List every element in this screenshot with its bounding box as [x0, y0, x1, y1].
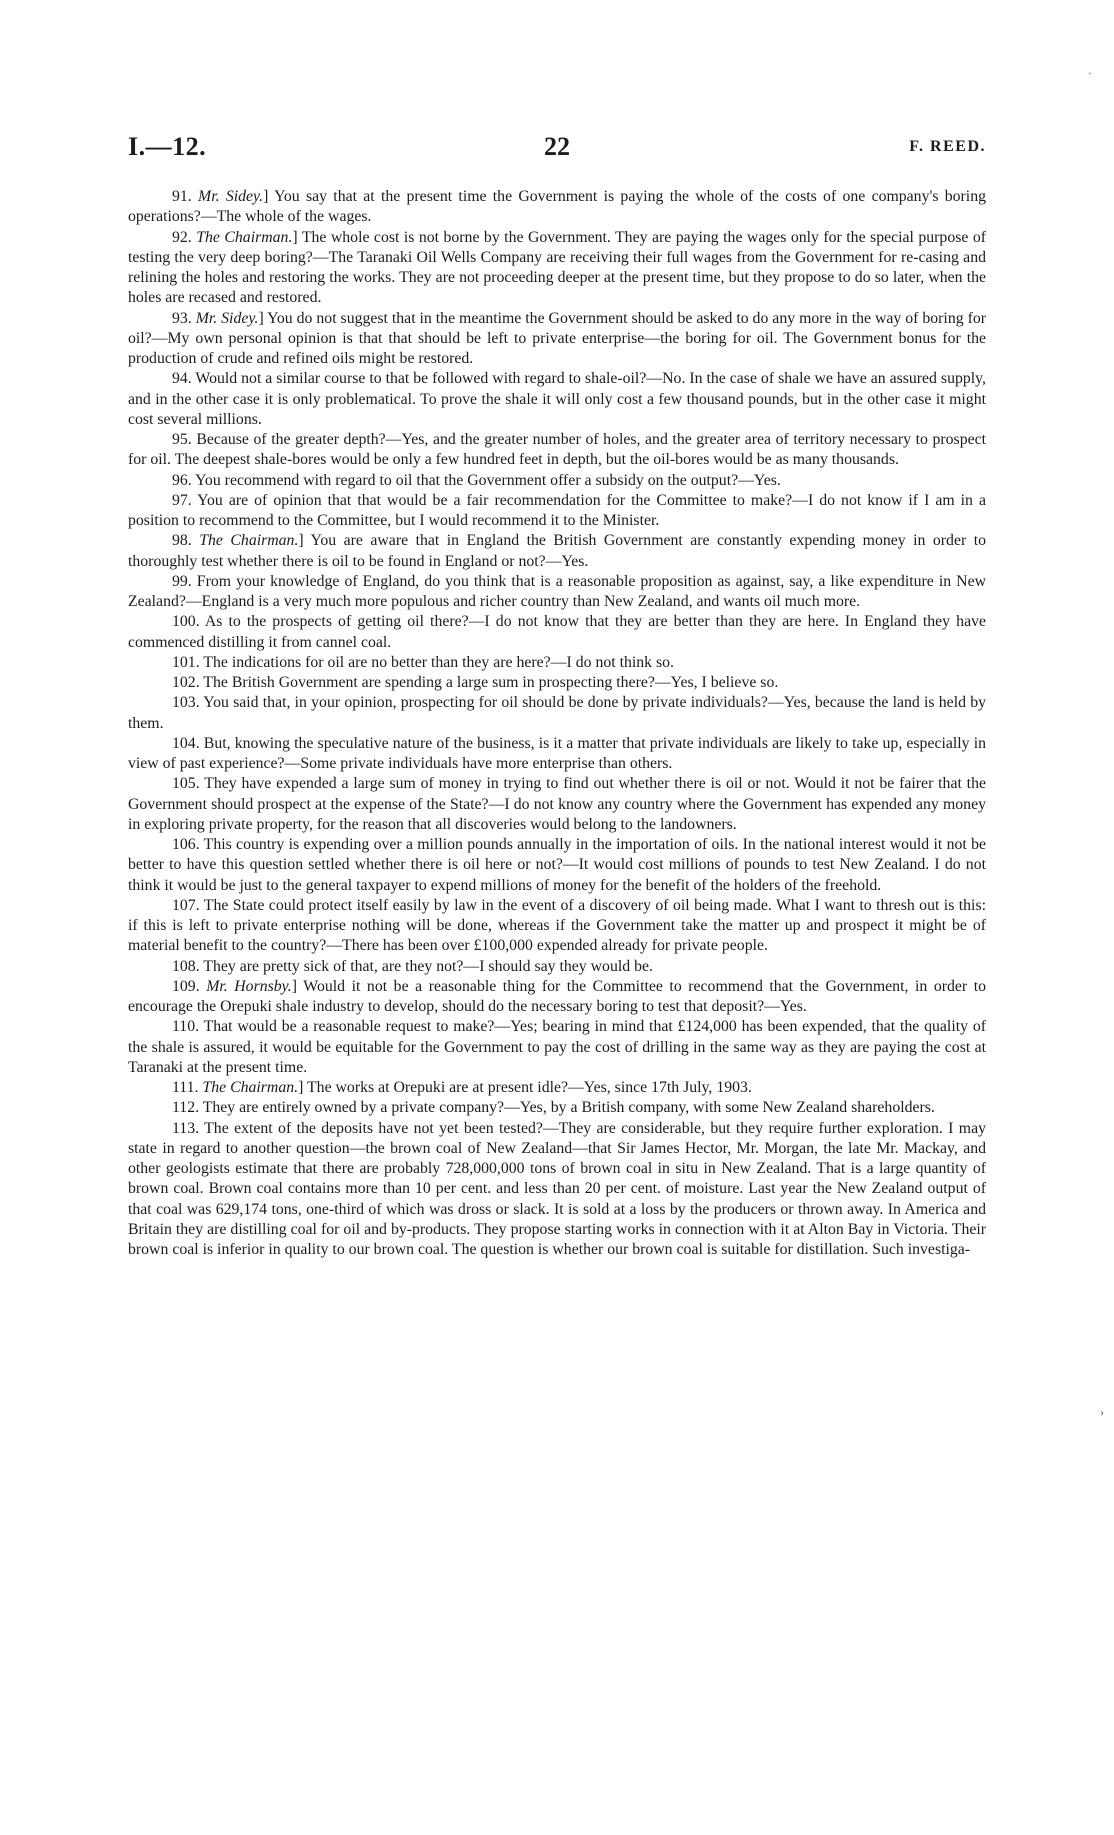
page-number: 22	[544, 132, 570, 161]
speaker-name: Mr. Sidey.	[195, 309, 259, 327]
paragraph-98: 98. The Chairman.] You are aware that in England the British Government are constantly expending money in order to thoroughly test whether there is oil to be found in England or not?—Yes.	[128, 532, 986, 570]
paragraph-96: 96. You recommend with regard to oil that the Government offer a subsidy on the output?—Yes.	[172, 471, 781, 489]
paragraph-113: 113. The extent of the deposits have not yet been tested?—They are considerable, but they require further exploration. I may state in regard to another question—the brown coal of New Zealand—that Sir James Hector, Mr. Morgan, the late Mr. Mackay, and other geologists estimate that there are probably 728,000,000 tons of brown coal in situ in New Zealand. That is a large quantity of brown coal. Brown coal contains more than 10 per cent. and less than 20 per cent. of moisture. Last year the New Zealand output of that coal was 629,174 tons, one-third of which was dross or slack. It is sold at a loss by the producers or thrown away. In America and Britain they are distilling coal for oil and by-products. They propose starting works in connection with it at Alton Bay in Victoria. Their brown coal is inferior in quality to our brown coal. The question is whether our brown coal is suitable for distillation. Such investiga-	[128, 1119, 986, 1258]
speaker-name: Mr. Sidey.	[198, 188, 264, 205]
speaker-name: Mr. Hornsby.	[206, 977, 292, 995]
document-code: I.—12.	[128, 132, 207, 161]
paragraph-111: 111. The Chairman.] The works at Orepuki are at present idle?—Yes, since 17th July, 1903.	[172, 1079, 752, 1096]
speaker-name: The Chairman.	[199, 532, 299, 550]
paragraph-110: 110. That would be a reasonable request to make?—Yes; bearing in mind that £124,000 has been expended, that the quality of the shale is assured, it would be equitable for the Government to pay the cost of drilling in the same way as they are paying the cost at Taranaki at the present time.	[128, 1018, 986, 1076]
paragraph-100: 100. As to the prospects of getting oil there?—I do not know that they are better than they are here. In England they have commenced distilling it from cannel coal.	[128, 613, 986, 651]
paragraph-112: 112. They are entirely owned by a private company?—Yes, by a British company, with some New Zealand shareholders.	[172, 1099, 935, 1117]
witness-name: F. REED.	[909, 138, 986, 155]
paragraph-105: 105. They have expended a large sum of money in trying to find out whether there is oil or not. Would it not be fairer that the Government should prospect at the expense of the State?—I do not know any country where the Government has expended any money in exploring private property, for the reason that all discoveries would belong to the landowners.	[128, 775, 986, 833]
speaker-name: The Chairman.	[196, 228, 293, 246]
paragraph-108: 108. They are pretty sick of that, are they not?—I should say they would be.	[172, 957, 653, 975]
paragraph-106: 106. This country is expending over a million pounds annually in the importation of oils. In the national interest would it not be better to have this question settled whether there is oil here or not?—It would cost millions of pounds to test New Zealand. I do not think it would be just to the general taxpayer to expend millions of money for the benefit of the holders of the freehold.	[128, 836, 986, 894]
paragraph-102: 102. The British Government are spending a large sum in prospecting there?—Yes, I believe so.	[172, 674, 779, 691]
paragraph-95: 95. Because of the greater depth?—Yes, and the greater number of holes, and the greater area of territory necessary to prospect for oil. The deepest shale-bores would be only a few hundred feet in depth, but the oil-bores would be as many thousands.	[128, 431, 986, 469]
paragraph-92: 92. The Chairman.] The whole cost is not borne by the Government. They are paying the wages only for the special purpose of testing the very deep boring?—The Taranaki Oil Wells Company are receiving their full wages from the Government for re-casing and relining the holes and restoring the works. They are not proceeding deeper at the present time, but they propose to do so later, when the holes are recased and restored.	[128, 228, 986, 307]
paragraph-94: 94. Would not a similar course to that be followed with regard to shale-oil?—No. In the case of shale we have an assured supply, and in the other case it is only problematical. To prove the shale it will only cost a few thousand pounds, but in the other case it might cost several millions.	[128, 370, 986, 428]
paragraph-97: 97. You are of opinion that that would be a fair recommendation for the Committee to make?—I do not know if I am in a position to recommend to the Committee, but I would recommend it to the Minister.	[128, 491, 986, 529]
paragraph-103: 103. You said that, in your opinion, prospecting for oil should be done by private individuals?—Yes, because the land is held by them.	[128, 694, 986, 732]
paragraph-104: 104. But, knowing the speculative nature of the business, is it a matter that private individuals are likely to take up, especially in view of past experience?—Some private individuals have more enterprise than others.	[128, 734, 986, 772]
paragraph-93: 93. Mr. Sidey.] You do not suggest that in the meantime the Government should be asked to do any more in the way of boring for oil?—My own personal opinion is that that should be left to private enterprise—the boring for oil. The Government bonus for the production of crude and refined oils might be restored.	[128, 309, 986, 367]
paragraph-107: 107. The State could protect itself easily by law in the event of a discovery of oil being made. What I want to thresh out is this: if this is left to private enterprise nothing will be done, whereas if the Government take the matter up and prospect it might be of material benefit to the country?—There has been over £100,000 expended already for private people.	[128, 896, 986, 955]
paragraph-109: 109. Mr. Hornsby.] Would it not be a reasonable thing for the Committee to recommend that the Government, in order to encourage the Orepuki shale industry to develop, should do the necessary boring to test that deposit?—Yes.	[128, 977, 986, 1015]
testimony-body	[128, 187, 986, 1260]
scan-speck: ›	[1100, 1405, 1104, 1419]
speaker-name: The Chairman.	[202, 1079, 299, 1096]
paragraph-99: 99. From your knowledge of England, do you think that is a reasonable proposition as against, say, a like expenditure in New Zealand?—England is a very much more populous and richer country than New Zealand, and wants oil much more.	[128, 572, 986, 610]
scan-speck: ˋ	[1088, 70, 1092, 84]
page-header	[128, 132, 986, 168]
paragraph-101: 101. The indications for oil are no better than they are here?—I do not think so.	[172, 653, 674, 671]
paragraph-91: 91. Mr. Sidey.] You say that at the present time the Government is paying the whole of the costs of one company's boring operations?—The whole of the wages.	[128, 188, 986, 226]
